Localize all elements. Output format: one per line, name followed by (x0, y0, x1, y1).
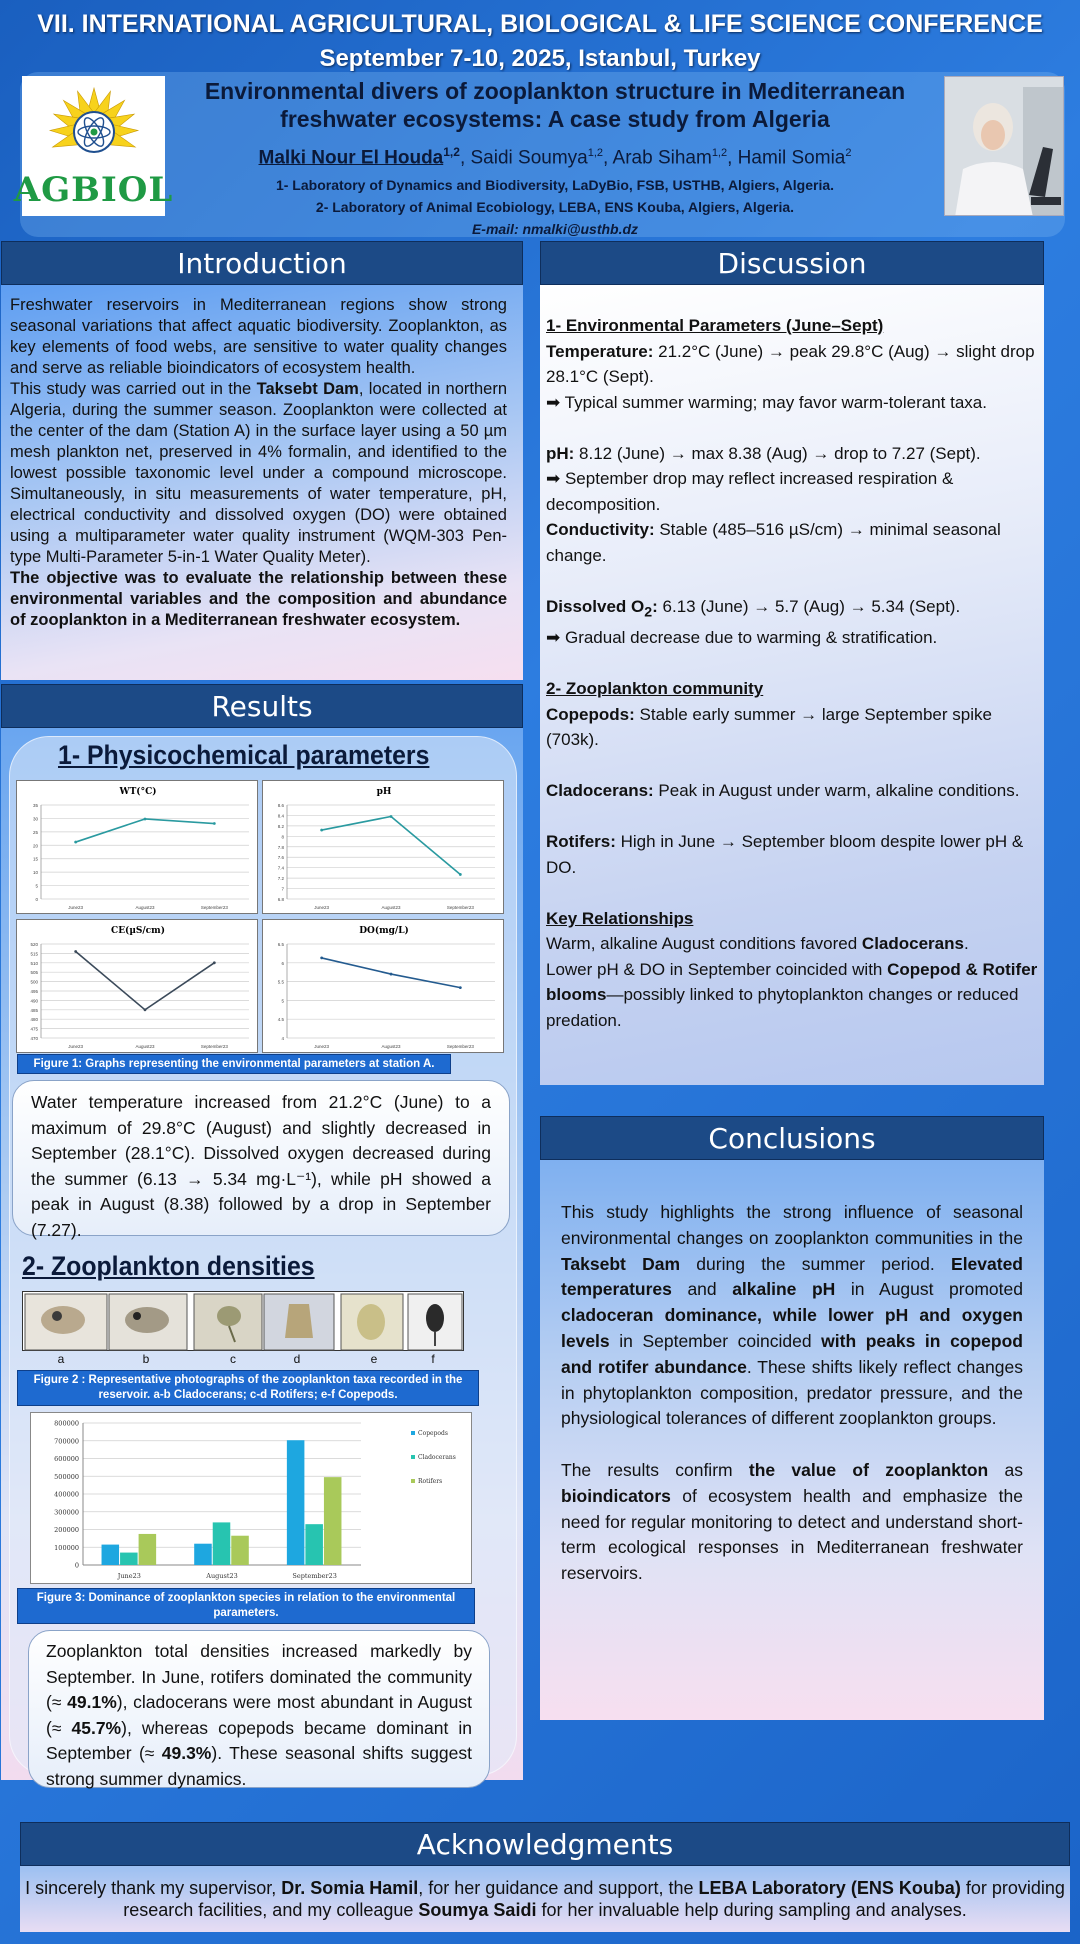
zooplankton-photos (22, 1291, 464, 1351)
results-text-bubble-1 (12, 1080, 510, 1240)
results-panel (1, 728, 523, 1789)
ph-xtick-label: June23 (314, 905, 330, 910)
wt-ytick-label: 10 (32, 870, 38, 876)
wt-ytick-label: 35 (32, 803, 38, 808)
wt-point (144, 818, 147, 821)
bar-cladocerans-august23 (213, 1522, 231, 1565)
ph-ytick-label: 8.4 (277, 813, 284, 819)
ph-ytick-label: 6.8 (277, 897, 284, 902)
do-xtick-label: June23 (314, 1044, 330, 1049)
ce-point (213, 961, 216, 964)
author-2: , Saidi Soumya (459, 147, 588, 169)
conclusions-heading: Conclusions (540, 1116, 1044, 1160)
ce-point (144, 1008, 147, 1011)
legend-swatch-rotifers (411, 1479, 415, 1483)
do-ytick-label: 4 (281, 1036, 284, 1041)
bar-cladocerans-september23 (305, 1524, 323, 1565)
chart-dissolved-oxygen (262, 919, 504, 1053)
discussion-cladocerans: Cladocerans: Peak in August under warm, alkaline conditions. (546, 781, 1020, 801)
chart-water-temperature (16, 780, 258, 914)
do-xtick-label: September23 (446, 1044, 474, 1049)
conference-title: VII. INTERNATIONAL AGRICULTURAL, BIOLOGICAL & LIFE SCIENCE CONFERENCE (37, 10, 1043, 38)
results-text-2: Zooplankton total densities increased markedly by September. In June, rotifers dominated the community (≈ 49.1%), cladocerans were most abundant in August (≈ 45.7%), whereas copepods became dominant in September (≈ 49.3%). These seasonal shifts suggest strong summer dynamics. (46, 1641, 473, 1789)
discussion-do-note: ➡ Gradual decrease due to warming & stratification. (546, 628, 938, 648)
affiliation-2: 2- Laboratory of Animal Ecobiology, LEBA, ENS Kouba, Algiers, Algeria. (315, 199, 795, 215)
ph-title: pH (376, 787, 392, 797)
conclusions-paragraph-2: The results confirm the value of zooplankton as bioindicators of ecosystem health and emphasize the need for regular monitoring to detect and understand short-term ecological responses in Mediterranean freshwater reservoirs. (561, 1459, 1023, 1584)
ce-ytick-label: 515 (30, 951, 38, 957)
key-relationships-title: Key Relationships (546, 908, 694, 928)
wt-xtick-label: June23 (68, 905, 84, 910)
photo-label-e: e (370, 1352, 378, 1366)
bar-rotifers-september23 (324, 1477, 342, 1565)
bar-rotifers-august23 (231, 1536, 249, 1565)
agbiol-logo (13, 76, 174, 216)
ph-point (459, 873, 462, 876)
ph-series-line (322, 816, 461, 874)
discussion-text (540, 285, 1044, 1033)
author-2-affil: 1,2 (587, 147, 604, 159)
ph-ytick-label: 7 (281, 886, 284, 892)
conclusions-text (540, 1160, 1044, 1587)
introduction-text (1, 285, 523, 631)
wt-ytick-label: 0 (35, 897, 38, 902)
ph-ytick-label: 7.2 (277, 876, 284, 882)
bars-xtick-label: August23 (206, 1572, 238, 1580)
do-ytick-label: 6.5 (277, 942, 284, 947)
conference-date-place: September 7-10, 2025, Istanbul, Turkey (319, 45, 761, 72)
ph-point (320, 829, 323, 832)
wt-title: WT(°C) (119, 787, 157, 797)
ce-ytick-label: 500 (30, 979, 38, 985)
ph-ytick-label: 8.6 (277, 803, 284, 808)
discussion-ph-note: ➡ September drop may reflect increased respiration & decomposition. (546, 469, 954, 514)
legend-swatch-copepods (411, 1431, 415, 1435)
chart-conductivity (16, 919, 258, 1053)
ce-ytick-label: 505 (30, 970, 38, 976)
bars-xtick-label: September23 (292, 1572, 337, 1580)
ph-ytick-label: 8 (281, 834, 284, 840)
bars-ytick-label: 500000 (54, 1472, 79, 1481)
key-relationship-1: Warm, alkaline August conditions favored Cladocerans. (546, 934, 969, 954)
discussion-rotifers: Rotifers: High in June → September bloom despite lower pH & DO. (546, 832, 1024, 877)
ce-ytick-label: 470 (30, 1036, 38, 1041)
author-photo (944, 76, 1064, 216)
conclusions-paragraph-1: This study highlights the strong influence of seasonal environmental changes on zooplankton communities in the Taksebt Dam during the summer period. Elevated temperatures and alkaline pH in August promoted cladoceran dominance, while lower pH and oxygen levels in September coincided with peaks in copepod and rotifer abundance. These shifts likely reflect changes in phytoplankton composition, predator pressure, and the physiological tolerances of different zooplankton groups. (561, 1202, 1023, 1429)
legend-swatch-cladocerans (411, 1455, 415, 1459)
discussion-conductivity: Conductivity: Stable (485–516 µS/cm) → minimal seasonal change. (546, 520, 1001, 565)
sunflower-logo-icon (34, 82, 154, 174)
bars-ytick-label: 100000 (54, 1543, 79, 1552)
ph-xtick-label: September23 (446, 905, 474, 910)
wt-ytick-label: 20 (32, 843, 38, 849)
key-relationship-2: Lower pH & DO in September coincided with Copepod & Rotifer blooms—possibly linked to phytoplankton changes or reduced predation. (546, 959, 1038, 1030)
acknowledgments-panel (20, 1866, 1070, 1932)
discussion-temperature-note: ➡ Typical summer warming; may favor warm-tolerant taxa. (546, 392, 987, 412)
bar-cladocerans-june23 (120, 1553, 138, 1565)
contact-email: E-mail: nmalki@usthb.dz (471, 221, 639, 237)
ce-xtick-label: August23 (135, 1044, 155, 1049)
photo-label-b: b (142, 1352, 150, 1366)
author-3-affil: 1,2 (711, 147, 728, 159)
bar-rotifers-june23 (139, 1534, 157, 1565)
ph-point (390, 815, 393, 818)
ce-point (74, 950, 77, 953)
ph-ytick-label: 7.8 (277, 844, 284, 850)
figure-2-caption: Figure 2 : Representative photographs of the zooplankton taxa recorded in the reservoir. a-b Cladocerans; c-d Rotifers; e-f Copepods. (17, 1370, 479, 1406)
results-heading: Results (1, 684, 523, 728)
author-4-affil: 2 (845, 147, 852, 159)
discussion-ph: pH: 8.12 (June) → max 8.38 (Aug) → drop to 7.27 (Sept). (546, 443, 981, 463)
figure-1-caption: Figure 1: Graphs representing the environmental parameters at station A. (17, 1054, 451, 1074)
wt-series-line (76, 819, 215, 842)
intro-objective: The objective was to evaluate the relationship between these environmental variables and the composition and abundance of zooplankton in a Mediterranean freshwater ecosystem. (10, 569, 507, 629)
acknowledgments-heading: Acknowledgments (20, 1822, 1070, 1866)
do-title: DO(mg/L) (359, 926, 409, 936)
ce-ytick-label: 480 (30, 1017, 38, 1023)
bars-ytick-label: 400000 (54, 1490, 79, 1499)
intro-paragraph-1: Freshwater reservoirs in Mediterranean regions show strong seasonal variations that affect aquatic biodiversity. Zooplankton, as key elements of food webs, are sensitive to water quality changes and serve as reliable bioindicators of ecosystem health. (10, 296, 507, 377)
do-xtick-label: August23 (381, 1044, 401, 1049)
discussion-dissolved-oxygen: Dissolved $O_2$: 6.13 (June) → 5.7 (Aug) → 5.34 (Sept). (546, 596, 961, 620)
ph-ytick-label: 7.4 (277, 865, 284, 871)
bars-ytick-label: 700000 (54, 1437, 79, 1446)
wt-xtick-label: August23 (135, 905, 155, 910)
do-ytick-label: 4.5 (277, 1017, 284, 1023)
bars-ytick-label: 200000 (54, 1526, 79, 1534)
wt-ytick-label: 25 (32, 829, 38, 835)
photo-label-c: c (230, 1352, 236, 1366)
main-author: Malki Nour El Houda (258, 147, 444, 169)
results-text-bubble-2 (28, 1630, 490, 1788)
author-4: , Hamil Somia (727, 147, 846, 169)
bar-copepods-september23 (287, 1440, 305, 1565)
wt-point (74, 841, 77, 844)
acknowledgments-text: I sincerely thank my supervisor, Dr. Somia Hamil, for her guidance and support, the LEBA Laboratory (ENS Kouba) for providing research facilities, and my colleague Soumya Saidi for her invaluable help during sampling and analyses. (25, 1878, 1065, 1920)
wt-point (213, 822, 216, 825)
ph-ytick-label: 7.6 (277, 855, 284, 861)
introduction-panel (1, 285, 523, 680)
bar-copepods-june23 (102, 1545, 120, 1565)
legend-label-copepods: Copepods (418, 1430, 448, 1437)
ce-ytick-label: 510 (30, 960, 38, 966)
wt-ytick-label: 5 (35, 883, 38, 889)
conclusions-panel (540, 1160, 1044, 1720)
photo-label-f: f (431, 1352, 435, 1366)
introduction-heading: Introduction (1, 241, 523, 285)
ce-ytick-label: 490 (30, 998, 38, 1004)
authors (170, 143, 940, 169)
discussion-section-2-title: 2- Zooplankton community (546, 679, 764, 699)
ph-xtick-label: August23 (381, 905, 401, 910)
intro-paragraph-2: This study was carried out in the Taksebt Dam, located in northern Algeria, during the summer season. Zooplankton were collected at the center of the dam (Station A) in the surface layer using a 50 µm mesh plankton net, preserved in 4% formalin, and identified to the lowest possible taxonomic level under a compound microscope. Simultaneously, in situ measurements of water temperature, pH, electrical conductivity and dissolved oxygen (DO) were obtained using a multiparameter water quality instrument (WQM-303 Pen-type Multi-Parameter 5-in-1 Water Quality Meter). (10, 380, 508, 566)
bars-ytick-label: 0 (74, 1561, 79, 1570)
physicochemical-subtitle: 1- Physicochemical parameters (58, 740, 430, 770)
author-3: , Arab Siham (603, 147, 712, 169)
affiliation-1: 1- Laboratory of Dynamics and Biodiversity, LaDyBio, FSB, USTHB, Algiers, Algeria. (275, 177, 835, 193)
photo-label-a: a (57, 1352, 65, 1366)
ce-ytick-label: 520 (30, 942, 38, 947)
do-ytick-label: 6 (281, 960, 284, 966)
bars-ytick-label: 800000 (54, 1419, 79, 1428)
discussion-panel (540, 285, 1044, 1085)
wt-ytick-label: 30 (32, 816, 38, 822)
ce-ytick-label: 485 (30, 1007, 38, 1013)
ce-ytick-label: 475 (30, 1026, 38, 1032)
discussion-heading: Discussion (540, 241, 1044, 285)
bars-ytick-label: 600000 (54, 1455, 79, 1463)
discussion-section-1-title: 1- Environmental Parameters (June–Sept) (546, 316, 884, 335)
poster-title-line2: freshwater ecosystems: A case study from Algeria (280, 106, 830, 132)
main-author-affil: 1,2 (443, 145, 460, 159)
wt-xtick-label: September23 (200, 905, 228, 910)
chart-ph (262, 780, 504, 914)
bars-xtick-label: June23 (117, 1572, 141, 1580)
results-text-1: Water temperature increased from 21.2°C (June) to a maximum of 29.8°C (August) and slightly decreased in September (28.1°C). Dissolved oxygen decreased during the summer (6.13 → 5.34 mg·L⁻¹), while pH showed a peak in August (8.38) followed by a drop in September (7.27). (31, 1092, 491, 1240)
wt-ytick-label: 15 (32, 856, 38, 862)
ce-xtick-label: September23 (200, 1044, 228, 1049)
logo-text: AGBIOL (13, 170, 174, 210)
ce-ytick-label: 495 (30, 989, 38, 994)
ph-ytick-label: 8.2 (277, 823, 284, 829)
discussion-temperature: Temperature: 21.2°C (June) → peak 29.8°C (Aug) → slight drop 28.1°C (Sept). (546, 341, 1035, 386)
do-ytick-label: 5.5 (277, 979, 284, 985)
do-point (390, 973, 393, 976)
zooplankton-densities-subtitle: 2- Zooplankton densities (22, 1251, 315, 1281)
do-ytick-label: 5 (281, 998, 284, 1004)
bars-ytick-label: 300000 (54, 1508, 79, 1517)
poster-title-line1: Environmental divers of zooplankton structure in Mediterranean (204, 78, 906, 104)
figure-3-caption: Figure 3: Dominance of zooplankton species in relation to the environmental parameters. (17, 1588, 475, 1624)
do-point (459, 986, 462, 989)
ce-series-line (76, 952, 215, 1010)
chart-zooplankton-densities (30, 1412, 472, 1584)
do-point (320, 957, 323, 960)
ce-xtick-label: June23 (68, 1044, 84, 1049)
legend-label-rotifers: Rotifers (418, 1478, 443, 1485)
photo-label-d: d (293, 1352, 301, 1366)
discussion-copepods: Copepods: Stable early summer → large September spike (703k). (546, 704, 992, 750)
legend-label-cladocerans: Cladocerans (418, 1454, 456, 1461)
ce-title: CE(µS/cm) (111, 926, 165, 936)
bar-copepods-august23 (194, 1544, 212, 1565)
